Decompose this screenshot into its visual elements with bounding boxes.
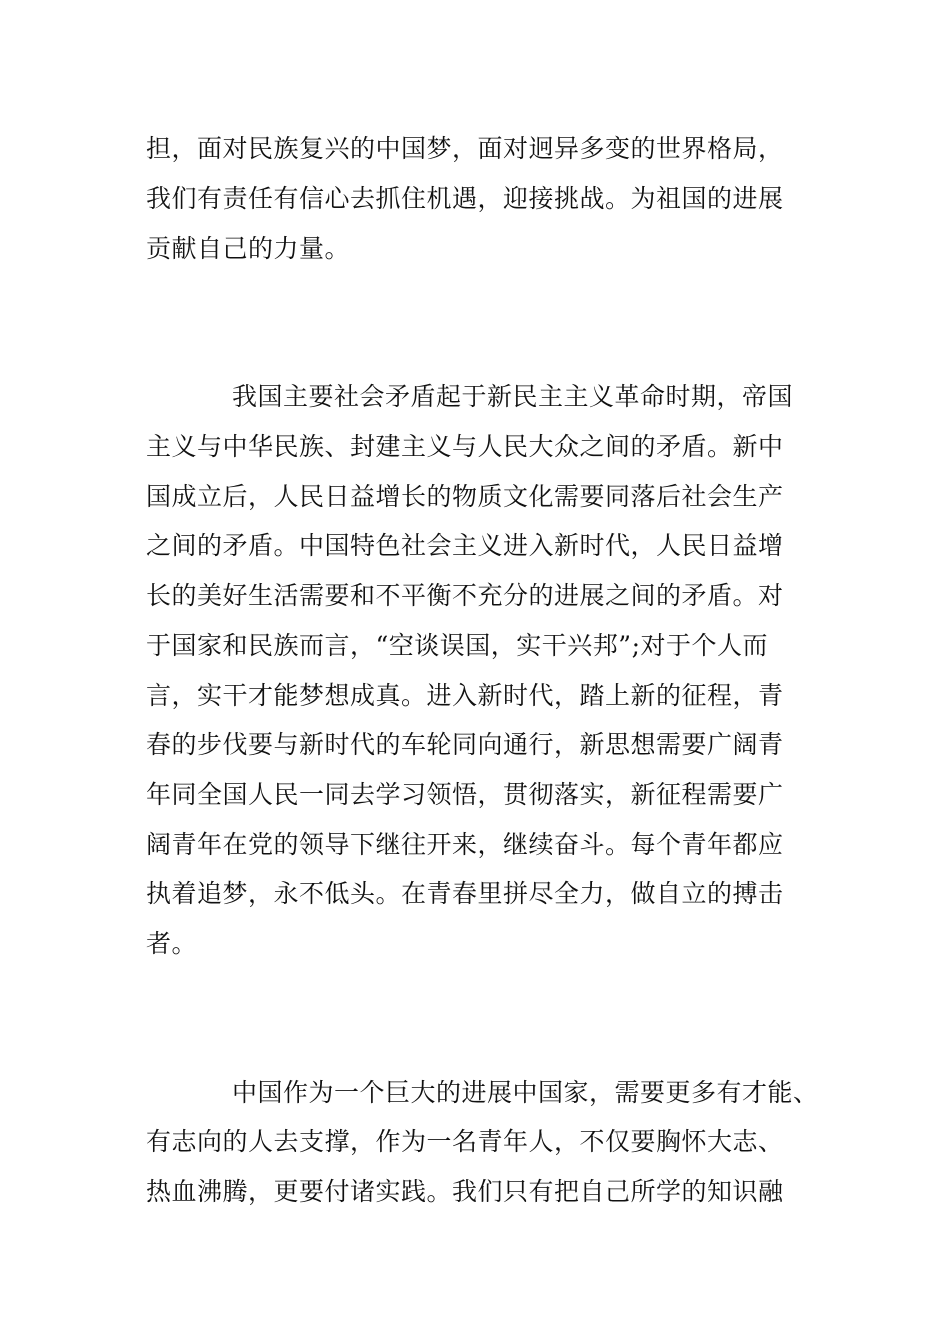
text-line: 言，实干才能梦想成真。进入新时代，踏上新的征程，青	[146, 681, 784, 710]
text-line: 国成立后，人民日益增长的物质文化需要同落后社会生产	[146, 482, 784, 511]
text-line: 年同全国人民一同去学习领悟，贯彻落实，新征程需要广	[146, 780, 784, 809]
text-line: 有志向的人去支撑，作为一名青年人，不仅要胸怀大志、	[146, 1127, 784, 1156]
text-line: 于国家和民族而言，“空谈误国，实干兴邦”;对于个人而	[146, 631, 768, 660]
text-line: 之间的矛盾。中国特色社会主义进入新时代，人民日益增	[146, 531, 784, 560]
text-line: 主义与中华民族、封建主义与人民大众之间的矛盾。新中	[146, 432, 784, 461]
text-line: 执着追梦，永不低头。在青春里拼尽全力，做自立的搏击	[146, 879, 784, 908]
text-line: 担，面对民族复兴的中国梦，面对迥异多变的世界格局，	[146, 134, 784, 163]
text-line: 贡献自己的力量。	[146, 234, 351, 263]
text-line: 热血沸腾，更要付诸实践。我们只有把自己所学的知识融	[146, 1177, 784, 1206]
text-line: 者。	[146, 929, 198, 958]
text-line: 长的美好生活需要和不平衡不充分的进展之间的矛盾。对	[146, 581, 784, 610]
text-line: 我们有责任有信心去抓住机遇，迎接挑战。为祖国的进展	[146, 184, 784, 213]
text-line: 春的步伐要与新时代的车轮同向通行，新思想需要广阔青	[146, 730, 784, 759]
text-line: 阔青年在党的领导下继往开来，继续奋斗。每个青年都应	[146, 830, 784, 859]
text-line: 中国作为一个巨大的进展中国家，需要更多有才能、	[232, 1078, 819, 1107]
text-line: 我国主要社会矛盾起于新民主主义革命时期，帝国	[232, 382, 794, 411]
